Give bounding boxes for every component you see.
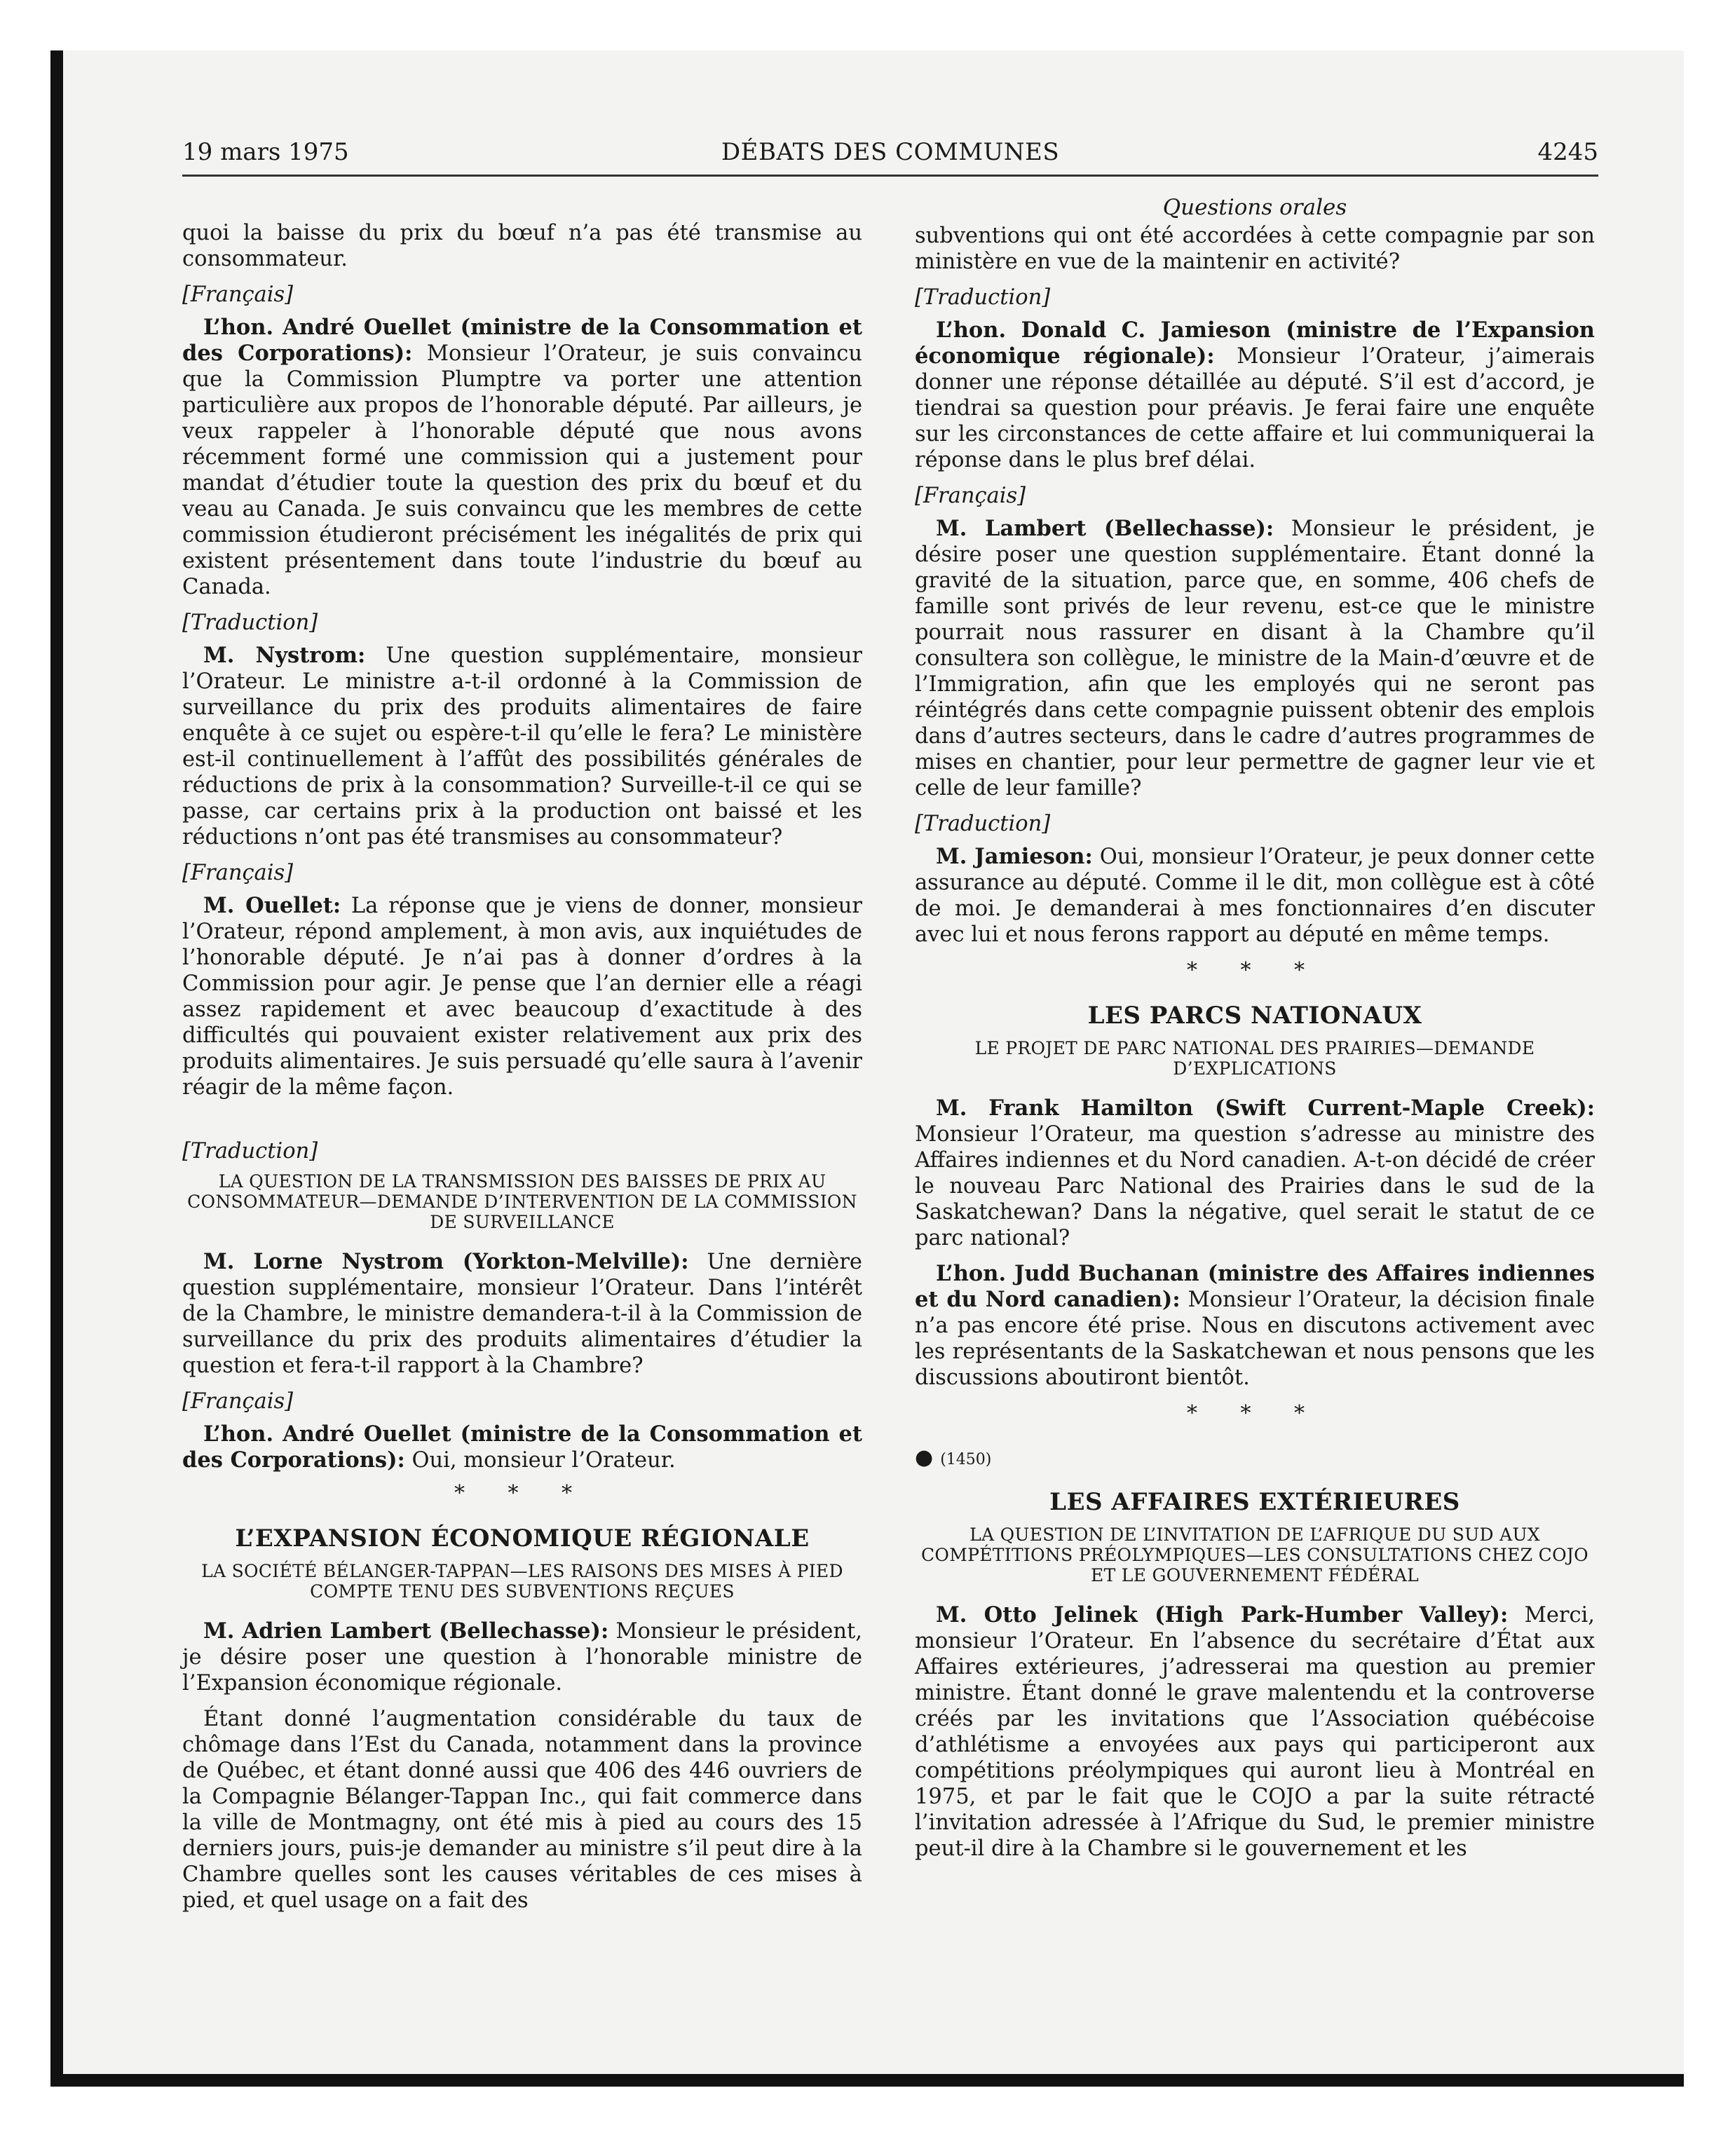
speech-text: Oui, monsieur l’Orateur, je peux donner cette assurance au député. Comme il le dit, mon collègue est à côté de moi. Je demanderai à mes fonctionnaires d’en discuter avec lui et nous ferons rapport au député en même temps.	[915, 845, 1595, 947]
speaker-name: L’hon. Judd Buchanan (ministre des Affaires indiennes et du Nord canadien):	[915, 1261, 1595, 1312]
left-column	[182, 220, 862, 1923]
paragraph	[915, 516, 1595, 801]
speech-text: Monsieur l’Orateur, j’aimerais donner une réponse détaillée au député. S’il est d’accord, je tiendrai sa question pour préavis. Je ferai faire une enquête sur les circonstances de cette affaire et lui communiquerai la réponse dans le plus bref délai.	[915, 344, 1595, 472]
speaker-name: M. Jamieson:	[936, 844, 1093, 869]
spacer	[182, 1110, 862, 1138]
language-tag: [Français]	[182, 282, 294, 307]
language-tag: [Français]	[182, 1389, 294, 1414]
speaker-name: M. Adrien Lambert (Bellechasse):	[203, 1618, 609, 1644]
paragraph	[915, 318, 1595, 473]
speech-text: Monsieur l’Orateur, la décision finale n’a pas encore été prise. Nous en discutons activement avec les représentants de la Saskatchewan et nous pensons que les discussions aboutiront bientôt.	[915, 1288, 1595, 1390]
paragraph	[182, 1249, 862, 1379]
paragraph	[915, 1261, 1595, 1391]
speech-text: Une dernière question supplémentaire, monsieur l’Orateur. Dans l’intérêt de la Chambre, le ministre demandera-t-il à la Commission de surveillance du prix des produits alimentaires d’étudier la question et fera-t-il rapport à la Chambre?	[182, 1250, 862, 1378]
language-tag: [Traduction]	[182, 1139, 318, 1164]
speaker-name: M. Lambert (Bellechasse):	[936, 516, 1274, 541]
page-header	[182, 138, 1598, 177]
paragraph	[182, 643, 862, 850]
speaker-name: M. Otto Jelinek (High Park-Humber Valley):	[936, 1602, 1509, 1628]
section-heading: LES AFFAIRES EXTÉRIEURES	[1049, 1488, 1460, 1516]
section-separator: * * *	[1186, 958, 1324, 983]
paragraph: subventions qui ont été accordées à cette compagnie par son ministère en vue de la maintenir en activité?	[915, 224, 1595, 274]
section-separator: * * *	[454, 1481, 591, 1506]
speech-text: Merci, monsieur l’Orateur. En l’absence du secrétaire d’État aux Affaires extérieures, j’adresserai ma question au premier ministre. Étant donné le grave malentendu et la controverse créés par les invitations que l’Association québécoise d’athlétisme a envoyées aux pays qui participeront aux compétitions préolympiques qui auront lieu à Montréal en 1975, et par le fait que le COJO a par la suite rétracté l’invitation adressée à l’Afrique du Sud, le premier ministre peut-il dire à la Chambre si le gouvernement et les	[915, 1603, 1595, 1861]
speaker-name: M. Lorne Nystrom (Yorkton-Melville):	[203, 1249, 689, 1274]
speech-text: Monsieur l’Orateur, je suis convaincu que la Commission Plumptre va porter une attention particulière aux propos de l’honorable député. Par ailleurs, je veux rappeler à l’honorable député que nous avons récemment formé une commission qui a justement pour mandat d’étudier toute la question des prix du bœuf et du veau au Canada. Je suis convaincu que les membres de cette commission étudieront précisément les inégalités de prix qui existent présentement dans toute l’industrie du bœuf au Canada.	[182, 341, 862, 599]
paragraph: Étant donné l’augmentation considérable du taux de chômage dans l’Est du Canada, notamment dans la province de Québec, et étant donné aussi que 406 des 446 ouvriers de la Compagnie Bélanger-Tappan Inc., qui fait commerce dans la ville de Montmagny, ont été mis à pied au cours des 15 derniers jours, puis-je demander au ministre s’il peut dire à la Chambre quelles sont les causes véritables de ces mises à pied, et quel usage on a fait des	[182, 1707, 862, 1913]
speaker-name: M. Nystrom:	[203, 643, 366, 668]
speech-text: Monsieur le président, je désire poser une question supplémentaire. Étant donné la gravité de la situation, parce que, en somme, 406 chefs de famille sont privés de leur revenu, est-ce que le ministre pourrait nous rassurer en disant à la Chambre qu’il consultera son collègue, le ministre de la Main-d’œuvre et de l’Immigration, afin que les employés qui ne seront pas réintégrés dans cette compagnie puissent obtenir des emplois dans d’autres secteurs, dans le cadre d’autres programmes de mises en chantier, pour leur permettre de gagner leur vie et celle de leur famille?	[915, 517, 1595, 800]
time-marker-label: (1450)	[940, 1451, 992, 1468]
right-column	[915, 195, 1595, 1871]
speaker-name: L’hon. André Ouellet (ministre de la Consommation et des Corporations):	[182, 1421, 862, 1473]
speech-text: Monsieur le président, je désire poser une question à l’honorable ministre de l’Expansion économique régionale.	[182, 1619, 862, 1696]
running-head: Questions orales	[1162, 195, 1347, 220]
bullet-icon: ●	[915, 1445, 934, 1470]
header-title: DÉBATS DES COMMUNES	[721, 138, 1060, 166]
language-tag: [Français]	[915, 484, 1026, 508]
speech-text: La réponse que je viens de donner, monsieur l’Orateur, répond amplement, à mon avis, aux inquiétudes de l’honorable député. Je n’ai pas à donner d’ordres à la Commission pour agir. Je pense que l’an dernier elle a réagi assez rapidement et avec beaucoup d’exactitude à des difficultés qui pouvaient exister relativement aux prix des produits alimentaires. Je suis persuadé qu’elle saura à l’avenir réagir de la même façon.	[182, 894, 862, 1100]
paragraph	[182, 315, 862, 600]
section-subheading: LE PROJET DE PARC NATIONAL DES PRAIRIES—DEMANDE D’EXPLICATIONS	[974, 1038, 1535, 1079]
header-date: 19 mars 1975	[182, 138, 349, 166]
speaker-name: L’hon. André Ouellet (ministre de la Consommation et des Corporations):	[182, 315, 862, 366]
section-subheading: LA QUESTION DE LA TRANSMISSION DES BAISSES DE PRIX AU CONSOMMATEUR—DEMANDE D’INTERVENTION DE LA COMMISSION DE SURVEILLANCE	[187, 1171, 857, 1232]
paragraph	[915, 844, 1595, 948]
language-tag: [Traduction]	[182, 610, 318, 635]
language-tag: [Traduction]	[915, 812, 1051, 836]
time-marker	[915, 1445, 1595, 1473]
paragraph	[182, 1618, 862, 1696]
language-tag: [Traduction]	[915, 285, 1051, 310]
language-tag: [Français]	[182, 861, 294, 885]
section-heading: L’EXPANSION ÉCONOMIQUE RÉGIONALE	[235, 1524, 810, 1553]
paragraph	[182, 1421, 862, 1473]
page-number: 4245	[1537, 138, 1598, 166]
speaker-name: M. Ouellet:	[203, 893, 341, 918]
speaker-name: M. Frank Hamilton (Swift Current-Maple Creek):	[936, 1096, 1595, 1121]
paragraph	[915, 1096, 1595, 1251]
speech-text: Une question supplémentaire, monsieur l’Orateur. Le ministre a-t-il ordonné à la Commission de surveillance du prix des produits alimentaires de faire enquête à ce sujet ou espère-t-il qu’elle le fera? Le ministère est-il continuellement à l’affût des possibilités générales de réductions de prix à la consommation? Surveille-t-il ce qui se passe, car certains prix à la production ont baissé et les réductions n’ont pas été transmises au consommateur?	[182, 643, 862, 850]
page-content	[182, 138, 1598, 1913]
paragraph	[182, 893, 862, 1100]
section-separator: * * *	[1186, 1401, 1324, 1426]
speaker-name: L’hon. Donald C. Jamieson (ministre de l’Expansion économique régionale):	[915, 318, 1595, 369]
paragraph	[915, 1602, 1595, 1862]
speech-text: Oui, monsieur l’Orateur.	[404, 1448, 676, 1473]
document-page	[50, 50, 1684, 2087]
section-subheading: LA SOCIÉTÉ BÉLANGER-TAPPAN—LES RAISONS DES MISES À PIED COMPTE TENU DES SUBVENTIONS REÇUES	[201, 1561, 843, 1602]
speech-text: Monsieur l’Orateur, ma question s’adresse au ministre des Affaires indiennes et du Nord canadien. A-t-on décidé de créer le nouveau Parc National des Prairies dans le sud de la Saskatchewan? Dans la négative, quel serait le statut de ce parc national?	[915, 1122, 1595, 1250]
section-subheading: LA QUESTION DE L’INVITATION DE L’AFRIQUE DU SUD AUX COMPÉTITIONS PRÉOLYMPIQUES—LES CONSULTATIONS CHEZ COJO ET LE GOUVERNEMENT FÉDÉRAL	[921, 1524, 1588, 1585]
paragraph: quoi la baisse du prix du bœuf n’a pas été transmise au consommateur.	[182, 221, 862, 271]
section-heading: LES PARCS NATIONAUX	[1087, 1002, 1422, 1030]
